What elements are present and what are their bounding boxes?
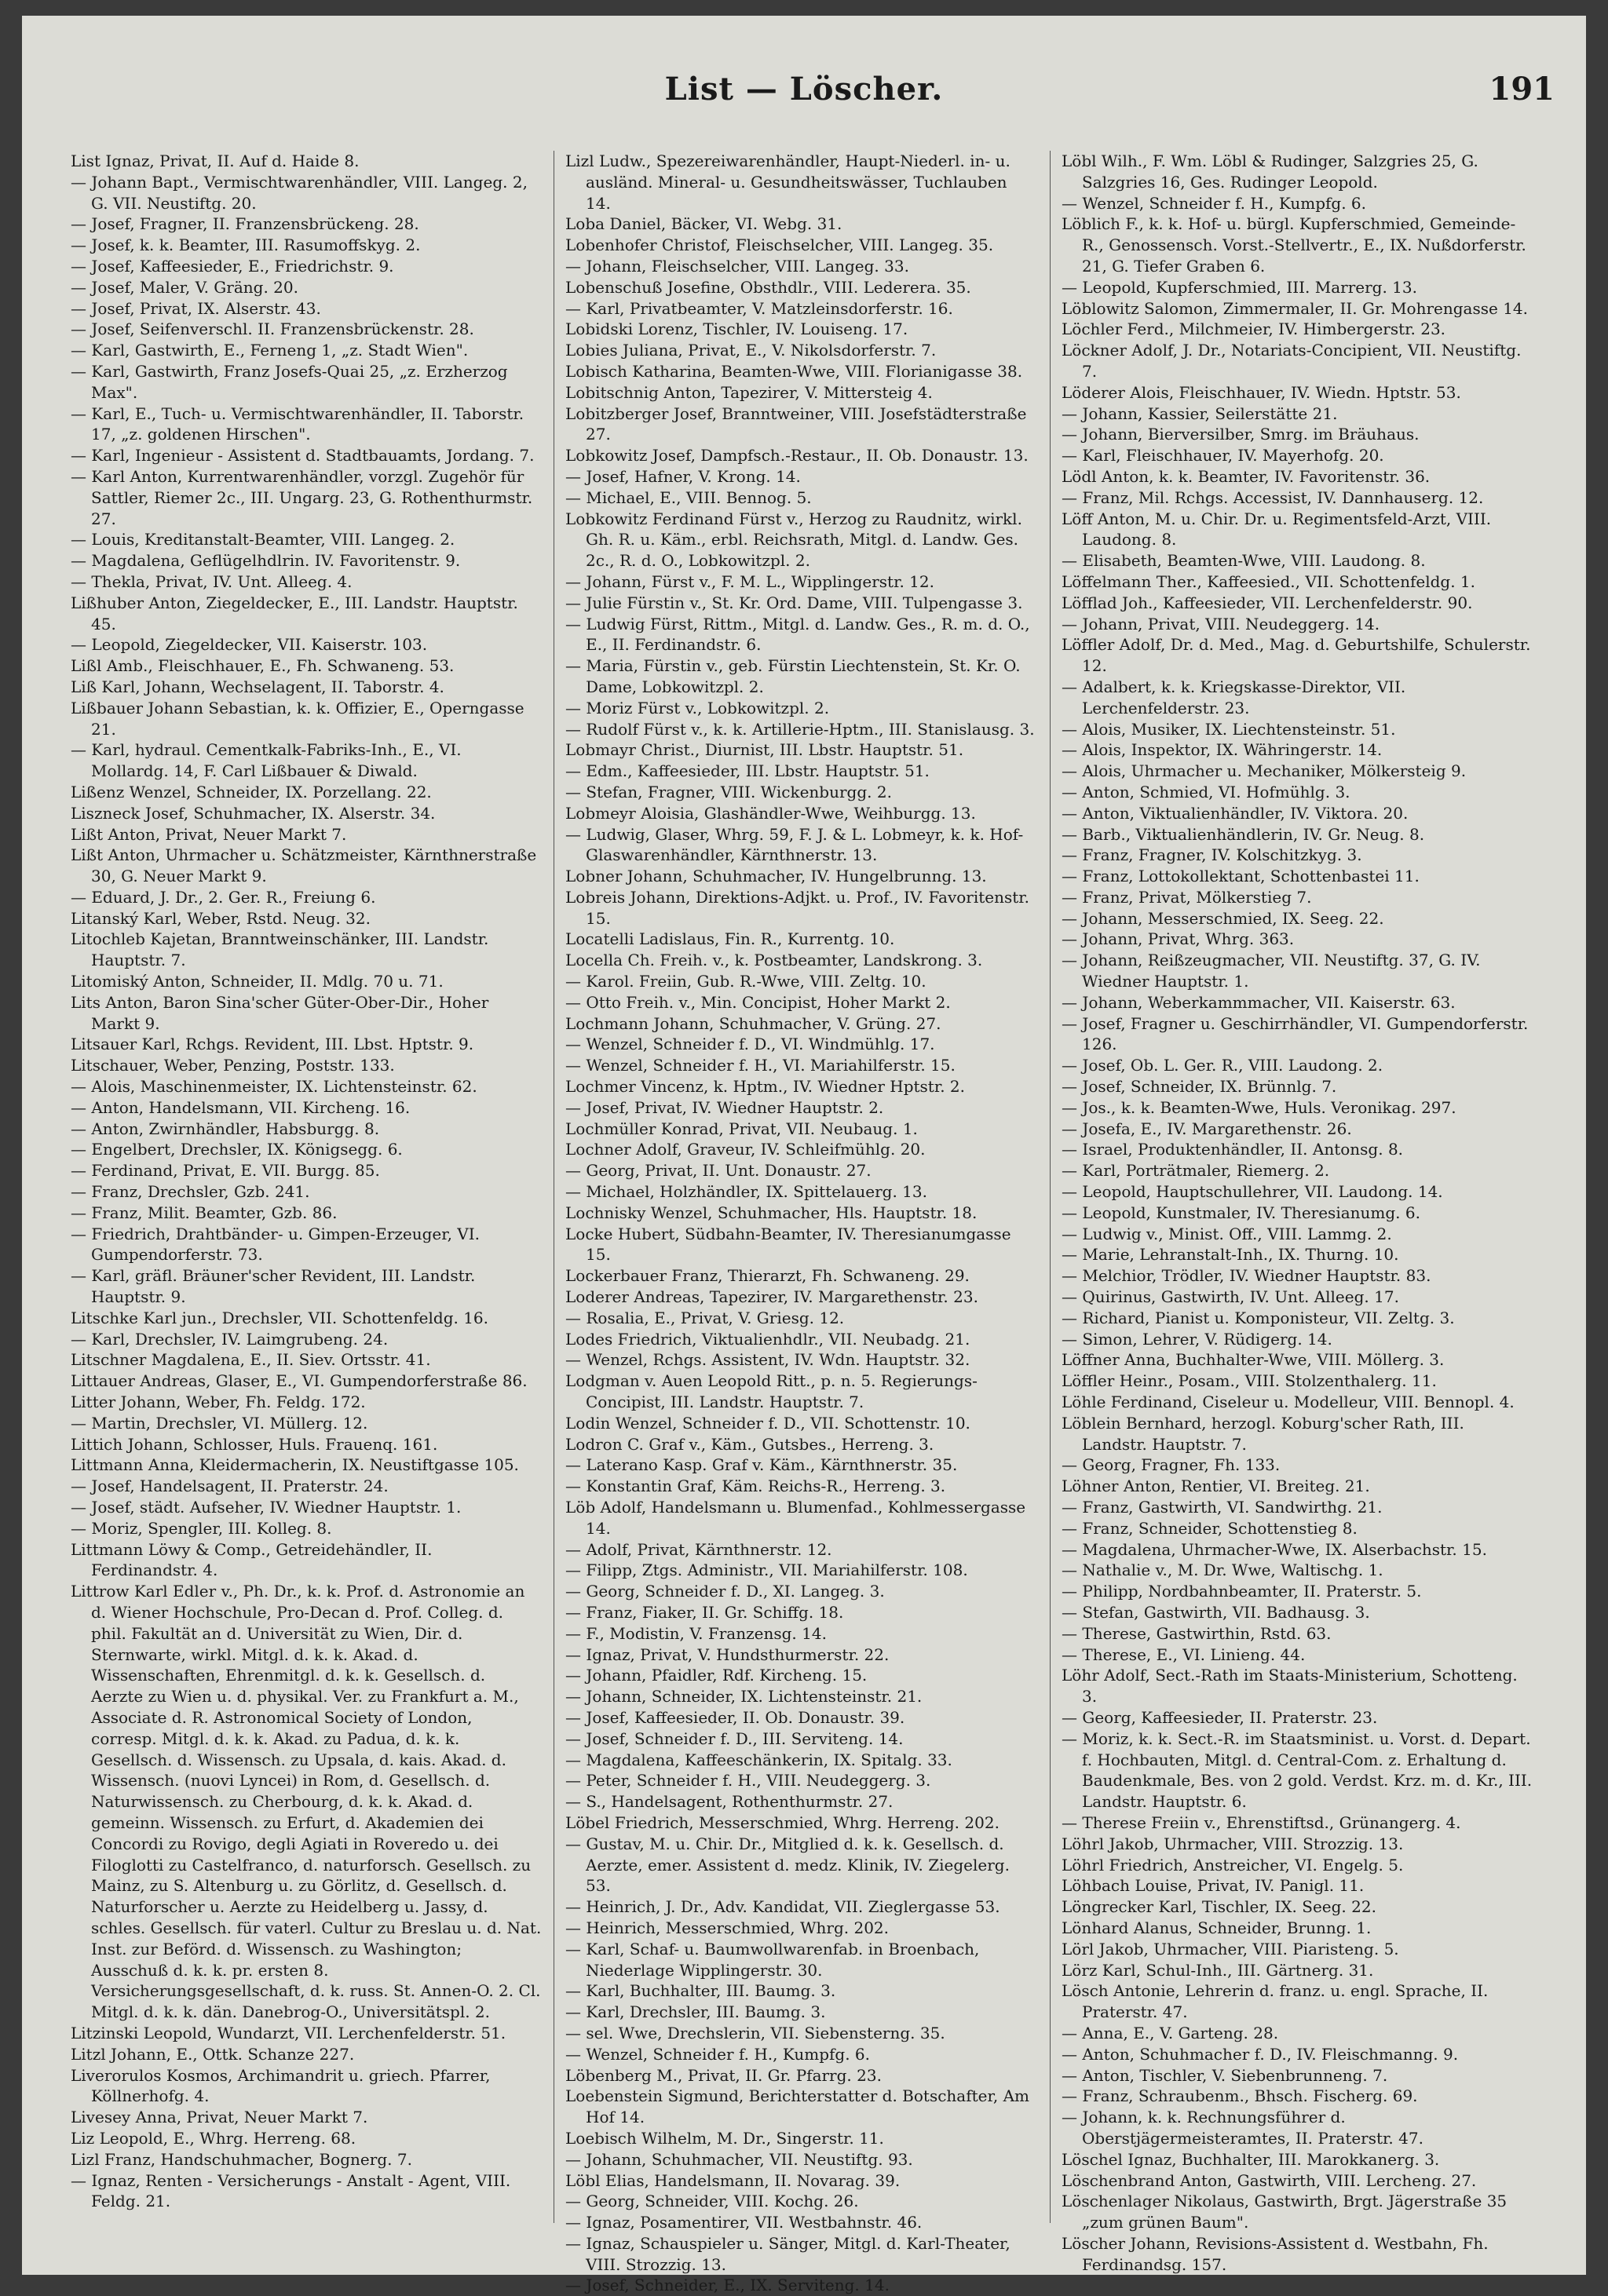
- directory-entry: — Georg, Kaffeesieder, II. Praterstr. 23.: [1062, 1707, 1378, 1727]
- directory-entry: — Franz, Fragner, IV. Kolschitzkyg. 3.: [1062, 845, 1362, 865]
- directory-entry: — Karl, Drechsler, IV. Laimgrubeng. 24.: [71, 1329, 389, 1349]
- directory-entry: Lißenz Wenzel, Schneider, IX. Porzellang. 22.: [71, 782, 432, 801]
- directory-entry: — Georg, Privat, II. Unt. Donaustr. 27.: [565, 1161, 872, 1181]
- directory-entry: — Josef, Schneider, IX. Brünnlg. 7.: [1062, 1077, 1337, 1097]
- directory-entry: Löhner Anton, Rentier, VI. Breiteg. 21.: [1062, 1477, 1370, 1496]
- directory-entry: Lobkowitz Josef, Dampfsch.-Restaur., II. Ob. Donaustr. 13.: [565, 446, 1029, 465]
- directory-entry: Lodgman v. Auen Leopold Ritt., p. n. 5. Regierungs-Concipist, III. Landstr. Hauptstr. 7.: [565, 1371, 978, 1412]
- directory-entry: — Melchior, Trödler, IV. Wiedner Hauptstr. 83.: [1062, 1266, 1431, 1286]
- directory-entry: Litsauer Karl, Rchgs. Revident, III. Lbst. Hptstr. 9.: [71, 1035, 474, 1054]
- directory-entry: Löscher Johann, Revisions-Assistent d. Westbahn, Fh. Ferdinandsg. 157.: [1062, 2233, 1489, 2274]
- directory-entry: — Julie Fürstin v., St. Kr. Ord. Dame, VIII. Tulpengasse 3.: [565, 593, 1023, 612]
- directory-entry: — Karl, Buchhalter, III. Baumg. 3.: [565, 1981, 836, 2001]
- directory-entry: Litochleb Kajetan, Branntweinschänker, III. Landstr. Hauptstr. 7.: [71, 929, 489, 970]
- directory-entry: Lißt Anton, Privat, Neuer Markt 7.: [71, 824, 347, 844]
- directory-entry: Litomiský Anton, Schneider, II. Mdlg. 70 u. 71.: [71, 972, 444, 991]
- directory-entry: — Franz, Milit. Beamter, Gzb. 86.: [71, 1203, 338, 1222]
- directory-page: [22, 16, 1586, 2295]
- directory-entry: Lockerbauer Franz, Thierarzt, Fh. Schwaneng. 29.: [565, 1266, 970, 1286]
- directory-entry: — Karol. Freiin, Gub. R.-Wwe, VIII. Zeltg. 10.: [565, 972, 926, 991]
- directory-entry: — Barb., Viktualienhändlerin, IV. Gr. Neug. 8.: [1062, 824, 1425, 844]
- directory-entry: — Elisabeth, Beamten-Wwe, VIII. Laudong. 8.: [1062, 551, 1426, 571]
- directory-entry: — Philipp, Nordbahnbeamter, II. Praterstr. 5.: [1062, 1582, 1422, 1601]
- directory-entry: Löbl Elias, Handelsmann, II. Novarag. 39.: [565, 2170, 901, 2190]
- directory-entry: — Ignaz, Schauspieler u. Sänger, Mitgl. d. Karl-Theater, VIII. Strozzig. 13.: [565, 2233, 1010, 2274]
- directory-entry: — Laterano Kasp. Graf v. Käm., Kärnthnerstr. 35.: [565, 1455, 958, 1475]
- directory-entry: — Louis, Kreditanstalt-Beamter, VIII. Langeg. 2.: [71, 530, 455, 549]
- directory-entry: Lizl Ludw., Spezereiwarenhändler, Haupt-Niederl. in- u. ausländ. Mineral- u. Gesundheitswässer, Tuchlauben 14.: [565, 151, 1010, 213]
- directory-entry: — Johann, Fleischselcher, VIII. Langeg. 33.: [565, 256, 909, 276]
- directory-entry: Löblein Bernhard, herzogl. Koburg'scher Rath, III. Landstr. Hauptstr. 7.: [1062, 1413, 1464, 1454]
- directory-entry: — Georg, Schneider, VIII. Kochg. 26.: [565, 2192, 859, 2211]
- directory-entry: — Karl, E., Tuch- u. Vermischtwarenhändler, II. Taborstr. 17, „z. goldenen Hirschen".: [71, 403, 524, 444]
- directory-entry: Löderer Alois, Fleischhauer, IV. Wiedn. Hptstr. 53.: [1062, 382, 1461, 402]
- directory-entry: — Gustav, M. u. Chir. Dr., Mitglied d. k. k. Gesellsch. d. Aerzte, emer. Assistent d. medz. Klinik, IV. Ziegelerg. 53.: [565, 1834, 1010, 1896]
- directory-entry: Loebisch Wilhelm, M. Dr., Singerstr. 11.: [565, 2128, 884, 2148]
- directory-entry: Loebenstein Sigmund, Berichterstatter d. Botschafter, Am Hof 14.: [565, 2086, 1029, 2127]
- directory-entry: Löbenberg M., Privat, II. Gr. Pfarrg. 23.: [565, 2065, 882, 2085]
- directory-entry: — Magdalena, Geflügelhdlrin. IV. Favoritenstr. 9.: [71, 551, 461, 571]
- directory-entry: — Filipp, Ztgs. Administr., VII. Mariahilferstr. 108.: [565, 1560, 968, 1580]
- directory-entry: — Franz, Fiaker, II. Gr. Schiffg. 18.: [565, 1602, 844, 1622]
- directory-entry: Lörl Jakob, Uhrmacher, VIII. Piaristeng. 5.: [1062, 1939, 1399, 1958]
- directory-entry: — Heinrich, J. Dr., Adv. Kandidat, VII. Zieglergasse 53.: [565, 1897, 1000, 1917]
- directory-entry: — Alois, Musiker, IX. Liechtensteinstr. 51.: [1062, 719, 1396, 739]
- directory-entry: — Josefa, E., IV. Margarethenstr. 26.: [1062, 1119, 1352, 1138]
- directory-entry: Löffner Anna, Buchhalter-Wwe, VIII. Möllerg. 3.: [1062, 1350, 1445, 1370]
- directory-entry: — Josef, städt. Aufseher, IV. Wiedner Hauptstr. 1.: [71, 1498, 462, 1517]
- directory-entry: Löschenlager Nikolaus, Gastwirth, Brgt. Jägerstraße 35 „zum grünen Baum".: [1062, 2192, 1508, 2232]
- directory-entry: — Ignaz, Renten - Versicherungs - Anstalt - Agent, VIII. Feldg. 21.: [71, 2170, 511, 2211]
- directory-entry: — Marie, Lehranstalt-Inh., IX. Thurng. 10.: [1062, 1245, 1399, 1265]
- directory-entry: — Johann, Privat, Whrg. 363.: [1062, 929, 1295, 949]
- directory-entry: Löffler Adolf, Dr. d. Med., Mag. d. Geburtshilfe, Schulerstr. 12.: [1062, 635, 1531, 676]
- directory-entry: — Franz, Mil. Rchgs. Accessist, IV. Dannhauserg. 12.: [1062, 487, 1484, 507]
- directory-entry: — Anton, Handelsmann, VII. Kircheng. 16.: [71, 1097, 411, 1117]
- column-2: [565, 151, 1036, 2295]
- directory-entry: Lobitschnig Anton, Tapezirer, V. Mittersteig 4.: [565, 382, 933, 402]
- column-3: [1062, 151, 1533, 2274]
- directory-entry: — Martin, Drechsler, VI. Müllerg. 12.: [71, 1413, 368, 1433]
- directory-entry: Littrow Karl Edler v., Ph. Dr., k. k. Prof. d. Astronomie an d. Wiener Hochschule, Pro-Decan d. Prof. Colleg. d. phil. Fakultät an d. Universität zu Wien, Dir. d. Sternwarte, wirkl. Mitgl. d. k. k. Akad. d. Wissenschaften, Ehrenmitgl. d. k. k. Gesellsch. d. Aerzte zu Wien u. d. physikal. Ver. zu Frankfurt a. M., Associate d. R. Astronomical Society of London, corresp. Mitgl. d. k. k. Akad. zu Padua, d. k. k. Gesellsch. d. Wissensch. zu Upsala, d. kais. Akad. d. Wissensch. (nuovi Lyncei) in Rom, d. Gesellsch. d. Naturwissensch. zu Cherbourg, d. k. k. Akad. d. gemeinn. Wissensch. zu Erfurt, d. Akademien dei Concordi zu Rovigo, degli Agiati in Roveredo u. dei Filoglotti zu Castelfranco, d. naturforsch. Gesellsch. zu Mainz, zu S. Altenburg u. zu Görlitz, d. Gesellsch. d. Naturforscher u. Aerzte zu Heidelberg u. Jassy, d. schles. Gesellsch. für vaterl. Cultur zu Breslau u. d. Nat. Inst. zur Beförd. d. Wissensch. zu Washington; Ausschuß d. k. k. pr. ersten 8. Versicherungsgesellschaft, d. k. russ. St. Annen-O. 2. Cl. Mitgl. d. k. k. dän. Danebrog-O., Universitätspl. 2.: [71, 1582, 542, 2022]
- directory-entry: Littmann Anna, Kleidermacherin, IX. Neustiftgasse 105.: [71, 1455, 519, 1475]
- directory-entry: — Otto Freih. v., Min. Concipist, Hoher Markt 2.: [565, 992, 951, 1012]
- directory-entry: — Johann, Fürst v., F. M. L., Wipplingerstr. 12.: [565, 571, 934, 591]
- directory-entry: — Stefan, Gastwirth, VII. Badhausg. 3.: [1062, 1602, 1370, 1622]
- directory-entry: — Nathalie v., M. Dr. Wwe, Waltischg. 1.: [1062, 1560, 1383, 1580]
- directory-entry: Lobmeyr Aloisia, Glashändler-Wwe, Weihburgg. 13.: [565, 803, 976, 823]
- directory-entry: — Karl, Drechsler, III. Baumg. 3.: [565, 2002, 826, 2022]
- directory-entry: Löffler Heinr., Posam., VIII. Stolzenthalerg. 11.: [1062, 1371, 1437, 1391]
- directory-entry: — Johann, Kassier, Seilerstätte 21.: [1062, 403, 1338, 423]
- directory-entry: Löngrecker Karl, Tischler, IX. Seeg. 22.: [1062, 1897, 1376, 1917]
- directory-entry: Lodin Wenzel, Schneider f. D., VII. Schottenstr. 10.: [565, 1413, 970, 1433]
- directory-entry: — Josef, Kaffeesieder, E., Friedrichstr. 9.: [71, 256, 394, 276]
- directory-entry: — Wenzel, Schneider f. D., VI. Windmühlg. 17.: [565, 1035, 935, 1054]
- directory-entry: Locatelli Ladislaus, Fin. R., Kurrentg. 10.: [565, 929, 895, 949]
- directory-entry: Löbel Friedrich, Messerschmied, Whrg. Herreng. 202.: [565, 1812, 1000, 1832]
- directory-entry: — Anton, Zwirnhändler, Habsburgg. 8.: [71, 1119, 380, 1138]
- directory-entry: Löblich F., k. k. Hof- u. bürgl. Kupferschmied, Gemeinde-R., Genossensch. Vorst.-Stellvertr., E., IX. Nußdorferstr. 21, G. Tiefer Graben 6.: [1062, 214, 1526, 276]
- directory-entry: — Georg, Schneider f. D., XI. Langeg. 3.: [565, 1582, 885, 1601]
- directory-entry: — Karl, Gastwirth, Franz Josefs-Quai 25, „z. Erzherzog Max".: [71, 361, 508, 402]
- directory-entry: Lißl Amb., Fleischhauer, E., Fh. Schwaneng. 53.: [71, 656, 455, 676]
- directory-entry: Löhrl Jakob, Uhrmacher, VIII. Strozzig. 13.: [1062, 1834, 1404, 1853]
- directory-entry: — Franz, Schraubenm., Bhsch. Fischerg. 69.: [1062, 2086, 1418, 2106]
- directory-entry: — Johann, Schuhmacher, VII. Neustiftg. 93.: [565, 2149, 913, 2169]
- directory-entry: Löff Anton, M. u. Chir. Dr. u. Regimentsfeld-Arzt, VIII. Laudong. 8.: [1062, 509, 1492, 549]
- directory-entry: — Anton, Schuhmacher f. D., IV. Fleischmanng. 9.: [1062, 2044, 1459, 2064]
- directory-entry: — Alois, Inspektor, IX. Währingerstr. 14.: [1062, 740, 1383, 760]
- directory-entry: — Rosalia, E., Privat, V. Griesg. 12.: [565, 1308, 845, 1327]
- directory-entry: Lobmayr Christ., Diurnist, III. Lbstr. Hauptstr. 51.: [565, 740, 964, 760]
- directory-entry: — Josef, Hafner, V. Krong. 14.: [565, 466, 801, 486]
- directory-entry: — Franz, Lottokollektant, Schottenbastei 11.: [1062, 867, 1420, 886]
- directory-entry: — F., Modistin, V. Franzensg. 14.: [565, 1623, 827, 1643]
- directory-entry: — Johann, Schneider, IX. Lichtensteinstr. 21.: [565, 1687, 923, 1706]
- directory-entry: — Adalbert, k. k. Kriegskasse-Direktor, VII. Lerchenfelderstr. 23.: [1062, 677, 1406, 717]
- directory-entry: Livesey Anna, Privat, Neuer Markt 7.: [71, 2108, 368, 2127]
- directory-entry: Lißhuber Anton, Ziegeldecker, E., III. Landstr. Hauptstr. 45.: [71, 593, 518, 633]
- directory-entry: Litschke Karl jun., Drechsler, VII. Schottenfeldg. 16.: [71, 1308, 489, 1327]
- directory-entry: — Simon, Lehrer, V. Rüdigerg. 14.: [1062, 1329, 1332, 1349]
- directory-entry: Lizl Franz, Handschuhmacher, Bognerg. 7.: [71, 2149, 412, 2169]
- directory-entry: — Engelbert, Drechsler, IX. Königsegg. 6.: [71, 1140, 403, 1159]
- directory-entry: Lochner Adolf, Graveur, IV. Schleifmühlg. 20.: [565, 1140, 926, 1159]
- directory-entry: — Karl, Ingenieur - Assistent d. Stadtbauamts, Jordang. 7.: [71, 446, 535, 465]
- directory-entry: — Wenzel, Schneider f. H., VI. Mariahilferstr. 15.: [565, 1056, 956, 1075]
- directory-entry: — Josef, Schneider, E., IX. Serviteng. 14.: [565, 2276, 890, 2295]
- directory-entry: Litzl Johann, E., Ottk. Schanze 227.: [71, 2044, 355, 2064]
- directory-columns: [71, 151, 1539, 2295]
- directory-entry: Lobenschuß Josefine, Obsthdlr., VIII. Lederera. 35.: [565, 277, 971, 297]
- column-1: [71, 151, 542, 2239]
- directory-entry: — Johann, Bierversilber, Smrg. im Bräuhaus.: [1062, 425, 1420, 444]
- directory-entry: — Anton, Tischler, V. Siebenbrunneng. 7.: [1062, 2065, 1388, 2085]
- directory-entry: — Josef, k. k. Beamter, III. Rasumoffskyg. 2.: [71, 235, 421, 255]
- directory-entry: — Peter, Schneider f. H., VIII. Neudeggerg. 3.: [565, 1771, 931, 1790]
- directory-entry: — Michael, E., VIII. Bennog. 5.: [565, 487, 812, 507]
- directory-entry: — Franz, Gastwirth, VI. Sandwirthg. 21.: [1062, 1498, 1383, 1517]
- directory-entry: Lobitzberger Josef, Branntweiner, VIII. Josefstädterstraße 27.: [565, 403, 1027, 444]
- page-number: 191: [1489, 71, 1555, 108]
- directory-entry: Löblowitz Salomon, Zimmermaler, II. Gr. Mohrengasse 14.: [1062, 298, 1528, 318]
- directory-entry: — Moriz Fürst v., Lobkowitzpl. 2.: [565, 698, 830, 717]
- directory-entry: — Johann Bapt., Vermischtwarenhändler, VIII. Langeg. 2, G. VII. Neustiftg. 20.: [71, 172, 528, 213]
- directory-entry: Liverorulos Kosmos, Archimandrit u. griech. Pfarrer, Köllnerhofg. 4.: [71, 2065, 491, 2106]
- directory-entry: Lobner Johann, Schuhmacher, IV. Hungelbrunng. 13.: [565, 867, 987, 886]
- directory-entry: Löbl Wilh., F. Wm. Löbl & Rudinger, Salzgries 25, G. Salzgries 16, Ges. Rudinger Leopold.: [1062, 151, 1478, 192]
- directory-entry: Löffelmann Ther., Kaffeesied., VII. Schottenfeldg. 1.: [1062, 571, 1475, 591]
- directory-entry: — Karl, gräfl. Bräuner'scher Revident, III. Landstr. Hauptstr. 9.: [71, 1266, 476, 1307]
- column-divider: [1050, 151, 1051, 2223]
- directory-entry: — Josef, Privat, IV. Wiedner Hauptstr. 2.: [565, 1097, 884, 1117]
- directory-entry: Lodron C. Graf v., Käm., Gutsbes., Herreng. 3.: [565, 1434, 934, 1454]
- directory-entry: — Moriz, Spengler, III. Kolleg. 8.: [71, 1518, 332, 1538]
- directory-entry: — Johann, Weberkammmacher, VII. Kaiserstr. 63.: [1062, 992, 1456, 1012]
- directory-entry: — Friedrich, Drahtbänder- u. Gimpen-Erzeuger, VI. Gumpendorferstr. 73.: [71, 1224, 480, 1265]
- directory-entry: Löfflad Joh., Kaffeesieder, VII. Lerchenfelderstr. 90.: [1062, 593, 1473, 612]
- directory-entry: Lobies Juliana, Privat, E., V. Nikolsdorferstr. 7.: [565, 341, 937, 360]
- directory-entry: Littauer Andreas, Glaser, E., VI. Gumpendorferstraße 86.: [71, 1371, 528, 1391]
- directory-entry: — Anton, Schmied, VI. Hofmühlg. 3.: [1062, 782, 1350, 801]
- directory-entry: — Ignaz, Posamentirer, VII. Westbahnstr. 46.: [565, 2213, 923, 2232]
- directory-entry: — Anna, E., V. Garteng. 28.: [1062, 2023, 1279, 2042]
- directory-entry: Litzinski Leopold, Wundarzt, VII. Lerchenfelderstr. 51.: [71, 2023, 506, 2042]
- directory-entry: Liz Leopold, E., Whrg. Herreng. 68.: [71, 2128, 356, 2148]
- directory-entry: — Stefan, Fragner, VIII. Wickenburgg. 2.: [565, 782, 892, 801]
- page-header: [22, 71, 1586, 126]
- directory-entry: Lißt Anton, Uhrmacher u. Schätzmeister, Kärnthnerstraße 30, G. Neuer Markt 9.: [71, 845, 537, 886]
- directory-entry: — Wenzel, Schneider f. H., Kumpfg. 6.: [565, 2044, 871, 2064]
- page-title: List — Löscher.: [664, 71, 944, 108]
- directory-entry: Lochmüller Konrad, Privat, VII. Neubaug. 1.: [565, 1119, 918, 1138]
- directory-entry: — Moriz, k. k. Sect.-R. im Staatsminist. u. Vorst. d. Depart. f. Hochbauten, Mitgl. d. Central-Com. z. Erhaltung d. Baudenkmale, Bes. von 2 gold. Verdst. Krz. m. d. Kr., III. Landstr. Hauptstr. 6.: [1062, 1728, 1533, 1812]
- directory-entry: — Karl, Porträtmaler, Riemerg. 2.: [1062, 1161, 1330, 1181]
- directory-entry: List Ignaz, Privat, II. Auf d. Haide 8.: [71, 151, 360, 170]
- directory-entry: — Johann, Reißzeugmacher, VII. Neustiftg. 37, G. IV. Wiedner Hauptstr. 1.: [1062, 951, 1481, 991]
- directory-entry: Lißbauer Johann Sebastian, k. k. Offizier, E., Operngasse 21.: [71, 698, 524, 739]
- directory-entry: Löhrl Friedrich, Anstreicher, VI. Engelg. 5.: [1062, 1855, 1404, 1874]
- directory-entry: — Johann, Pfaidler, Rdf. Kircheng. 15.: [565, 1666, 868, 1685]
- directory-entry: — Josef, Maler, V. Gräng. 20.: [71, 277, 298, 297]
- directory-entry: — Israel, Produktenhändler, II. Antonsg. 8.: [1062, 1140, 1404, 1159]
- directory-entry: — Leopold, Ziegeldecker, VII. Kaiserstr. 103.: [71, 635, 428, 655]
- directory-entry: — Josef, Ob. L. Ger. R., VIII. Laudong. 2.: [1062, 1056, 1383, 1075]
- directory-entry: — Edm., Kaffeesieder, III. Lbstr. Hauptstr. 51.: [565, 761, 930, 781]
- directory-entry: Lochmann Johann, Schuhmacher, V. Grüng. 27.: [565, 1013, 941, 1033]
- directory-entry: — Richard, Pianist u. Komponisteur, VII. Zeltg. 3.: [1062, 1308, 1455, 1327]
- directory-entry: Lönhard Alanus, Schneider, Brunng. 1.: [1062, 1918, 1372, 1937]
- directory-entry: Löchler Ferd., Milchmeier, IV. Himbergerstr. 23.: [1062, 319, 1446, 339]
- directory-entry: Lits Anton, Baron Sina'scher Güter-Ober-Dir., Hoher Markt 9.: [71, 992, 489, 1033]
- directory-entry: — Karl, Schaf- u. Baumwollwarenfab. in Broenbach, Niederlage Wipplingerstr. 30.: [565, 1939, 980, 1980]
- directory-entry: Löschel Ignaz, Buchhalter, III. Marokkanerg. 3.: [1062, 2149, 1440, 2169]
- directory-entry: Lörz Karl, Schul-Inh., III. Gärtnerg. 31.: [1062, 1960, 1374, 1980]
- directory-entry: — Josef, Handelsagent, II. Praterstr. 24.: [71, 1477, 389, 1496]
- directory-entry: — S., Handelsagent, Rothenthurmstr. 27.: [565, 1792, 894, 1812]
- directory-entry: — Ludwig v., Minist. Off., VIII. Lammg. 2.: [1062, 1224, 1392, 1243]
- directory-entry: — Johann, Privat, VIII. Neudeggerg. 14.: [1062, 614, 1380, 633]
- directory-entry: — Therese Freiin v., Ehrenstiftsd., Grünangerg. 4.: [1062, 1812, 1461, 1832]
- directory-entry: — Leopold, Kupferschmied, III. Marrerg. 13.: [1062, 277, 1417, 297]
- directory-entry: Locke Hubert, Südbahn-Beamter, IV. Theresianumgasse 15.: [565, 1224, 1011, 1265]
- directory-entry: — Karl, hydraul. Cementkalk-Fabriks-Inh., E., VI. Mollardg. 14, F. Carl Lißbauer & Diwald.: [71, 740, 462, 781]
- directory-entry: — Franz, Drechsler, Gzb. 241.: [71, 1182, 310, 1202]
- directory-entry: — Therese, E., VI. Linieng. 44.: [1062, 1644, 1306, 1664]
- directory-entry: — Josef, Kaffeesieder, II. Ob. Donaustr. 39.: [565, 1707, 905, 1727]
- directory-entry: — Thekla, Privat, IV. Unt. Alleeg. 4.: [71, 571, 353, 591]
- directory-entry: — Konstantin Graf, Käm. Reichs-R., Herreng. 3.: [565, 1477, 946, 1496]
- directory-entry: Liß Karl, Johann, Wechselagent, II. Taborstr. 4.: [71, 677, 444, 696]
- directory-entry: — Jos., k. k. Beamten-Wwe, Huls. Veronikag. 297.: [1062, 1097, 1456, 1117]
- directory-entry: — sel. Wwe, Drechslerin, VII. Siebensterng. 35.: [565, 2023, 945, 2042]
- directory-entry: Lobisch Katharina, Beamten-Wwe, VIII. Florianigasse 38.: [565, 361, 1023, 381]
- directory-entry: — Maria, Fürstin v., geb. Fürstin Liechtenstein, St. Kr. O. Dame, Lobkowitzpl. 2.: [565, 656, 1021, 696]
- directory-entry: — Karl Anton, Kurrentwarenhändler, vorzgl. Zugehör für Sattler, Riemer 2c., III. Ungarg. 23, G. Rothenthurmstr. 27.: [71, 466, 533, 528]
- directory-entry: — Eduard, J. Dr., 2. Ger. R., Freiung 6.: [71, 887, 376, 907]
- directory-entry: Löckner Adolf, J. Dr., Notariats-Concipient, VII. Neustiftg. 7.: [1062, 341, 1522, 381]
- directory-entry: Locella Ch. Freih. v., k. Postbeamter, Landskrong. 3.: [565, 951, 983, 970]
- directory-entry: — Ferdinand, Privat, E. VII. Burgg. 85.: [71, 1161, 380, 1181]
- directory-entry: Loderer Andreas, Tapezirer, IV. Margarethenstr. 23.: [565, 1287, 978, 1307]
- directory-entry: — Josef, Seifenverschl. II. Franzensbrückenstr. 28.: [71, 319, 474, 339]
- directory-entry: Lobidski Lorenz, Tischler, IV. Louiseng. 17.: [565, 319, 908, 339]
- directory-entry: Lobenhofer Christof, Fleischselcher, VIII. Langeg. 35.: [565, 235, 994, 255]
- directory-entry: — Therese, Gastwirthin, Rstd. 63.: [1062, 1623, 1332, 1643]
- directory-entry: Litschauer, Weber, Penzing, Poststr. 133.: [71, 1056, 395, 1075]
- directory-entry: Lödl Anton, k. k. Beamter, IV. Favoritenstr. 36.: [1062, 466, 1431, 486]
- directory-entry: — Leopold, Hauptschullehrer, VII. Laudong. 14.: [1062, 1182, 1443, 1202]
- directory-entry: Litter Johann, Weber, Fh. Feldg. 172.: [71, 1393, 366, 1412]
- directory-entry: Lodes Friedrich, Viktualienhdlr., VII. Neubadg. 21.: [565, 1329, 970, 1349]
- directory-entry: Löschenbrand Anton, Gastwirth, VIII. Lercheng. 27.: [1062, 2170, 1477, 2190]
- directory-entry: — Wenzel, Rchgs. Assistent, IV. Wdn. Hauptstr. 32.: [565, 1350, 970, 1370]
- directory-entry: Lobkowitz Ferdinand Fürst v., Herzog zu Raudnitz, wirkl. Gh. R. u. Käm., erbl. Reichsrath, Mitgl. d. Landw. Ges. 2c., R. d. O., Lobkowitzpl. 2.: [565, 509, 1022, 571]
- directory-entry: — Franz, Privat, Mölkerstieg 7.: [1062, 887, 1312, 907]
- directory-entry: — Michael, Holzhändler, IX. Spittelauerg. 13.: [565, 1182, 927, 1202]
- directory-entry: Liszneck Josef, Schuhmacher, IX. Alserstr. 34.: [71, 803, 436, 823]
- directory-entry: — Quirinus, Gastwirth, IV. Unt. Alleeg. 17.: [1062, 1287, 1399, 1307]
- directory-entry: — Josef, Fragner u. Geschirrhändler, VI. Gumpendorferstr. 126.: [1062, 1013, 1529, 1054]
- directory-entry: Loba Daniel, Bäcker, VI. Webg. 31.: [565, 214, 842, 234]
- directory-entry: Lochnisky Wenzel, Schuhmacher, Hls. Hauptstr. 18.: [565, 1203, 978, 1222]
- directory-entry: Löb Adolf, Handelsmann u. Blumenfad., Kohlmessergasse 14.: [565, 1498, 1026, 1538]
- directory-entry: Littmann Löwy & Comp., Getreidehändler, II. Ferdinandstr. 4.: [71, 1539, 433, 1580]
- directory-entry: — Alois, Maschinenmeister, IX. Lichtensteinstr. 62.: [71, 1077, 477, 1097]
- directory-entry: Lobreis Johann, Direktions-Adjkt. u. Prof., IV. Favoritenstr. 15.: [565, 887, 1030, 928]
- directory-entry: — Wenzel, Schneider f. H., Kumpfg. 6.: [1062, 193, 1367, 213]
- directory-entry: — Leopold, Kunstmaler, IV. Theresianumg. 6.: [1062, 1203, 1420, 1222]
- directory-entry: — Johann, k. k. Rechnungsführer d. Oberstjägermeisteramtes, II. Praterstr. 47.: [1062, 2108, 1423, 2148]
- directory-entry: Löhle Ferdinand, Ciseleur u. Modelleur, VIII. Bennopl. 4.: [1062, 1393, 1515, 1412]
- directory-entry: — Karl, Privatbeamter, V. Matzleinsdorferstr. 16.: [565, 298, 953, 318]
- directory-entry: — Magdalena, Uhrmacher-Wwe, IX. Alserbachstr. 15.: [1062, 1539, 1487, 1559]
- directory-entry: — Ludwig, Glaser, Whrg. 59, F. J. & L. Lobmeyr, k. k. Hof-Glaswarenhändler, Kärnthnerstr. 13.: [565, 824, 1024, 865]
- directory-entry: Littich Johann, Schlosser, Huls. Frauenq. 161.: [71, 1434, 438, 1454]
- directory-entry: — Alois, Uhrmacher u. Mechaniker, Mölkersteig 9.: [1062, 761, 1467, 781]
- directory-entry: — Rudolf Fürst v., k. k. Artillerie-Hptm., III. Stanislausg. 3.: [565, 719, 1035, 739]
- directory-entry: Löhbach Louise, Privat, IV. Panigl. 11.: [1062, 1876, 1365, 1896]
- directory-entry: — Karl, Fleischhauer, IV. Mayerhofg. 20.: [1062, 446, 1384, 465]
- directory-entry: — Magdalena, Kaffeeschänkerin, IX. Spitalg. 33.: [565, 1750, 952, 1769]
- directory-entry: — Ignaz, Privat, V. Hundsthurmerstr. 22.: [565, 1644, 890, 1664]
- directory-entry: — Heinrich, Messerschmied, Whrg. 202.: [565, 1918, 890, 1937]
- directory-entry: — Franz, Schneider, Schottenstieg 8.: [1062, 1518, 1358, 1538]
- directory-entry: — Josef, Privat, IX. Alserstr. 43.: [71, 298, 321, 318]
- directory-entry: — Johann, Messerschmied, IX. Seeg. 22.: [1062, 908, 1384, 928]
- directory-entry: — Ludwig Fürst, Rittm., Mitgl. d. Landw. Ges., R. m. d. O., E., II. Ferdinandstr. 6.: [565, 614, 1030, 655]
- directory-entry: Lochmer Vincenz, k. Hptm., IV. Wiedner Hptstr. 2.: [565, 1077, 965, 1097]
- directory-entry: — Anton, Viktualienhändler, IV. Viktora. 20.: [1062, 803, 1409, 823]
- directory-entry: — Georg, Fragner, Fh. 133.: [1062, 1455, 1281, 1475]
- directory-entry: — Josef, Schneider f. D., III. Serviteng. 14.: [565, 1728, 904, 1748]
- directory-entry: — Adolf, Privat, Kärnthnerstr. 12.: [565, 1539, 832, 1559]
- directory-entry: Lösch Antonie, Lehrerin d. franz. u. engl. Sprache, II. Praterstr. 47.: [1062, 1981, 1489, 2022]
- directory-entry: — Josef, Fragner, II. Franzensbrückeng. 28.: [71, 214, 419, 234]
- directory-entry: — Karl, Gastwirth, E., Ferneng 1, „z. Stadt Wien".: [71, 341, 469, 360]
- directory-entry: Löhr Adolf, Sect.-Rath im Staats-Ministerium, Schotteng. 3.: [1062, 1666, 1518, 1706]
- directory-entry: Litschner Magdalena, E., II. Siev. Ortsstr. 41.: [71, 1350, 431, 1370]
- directory-entry: Litanský Karl, Weber, Rstd. Neug. 32.: [71, 908, 371, 928]
